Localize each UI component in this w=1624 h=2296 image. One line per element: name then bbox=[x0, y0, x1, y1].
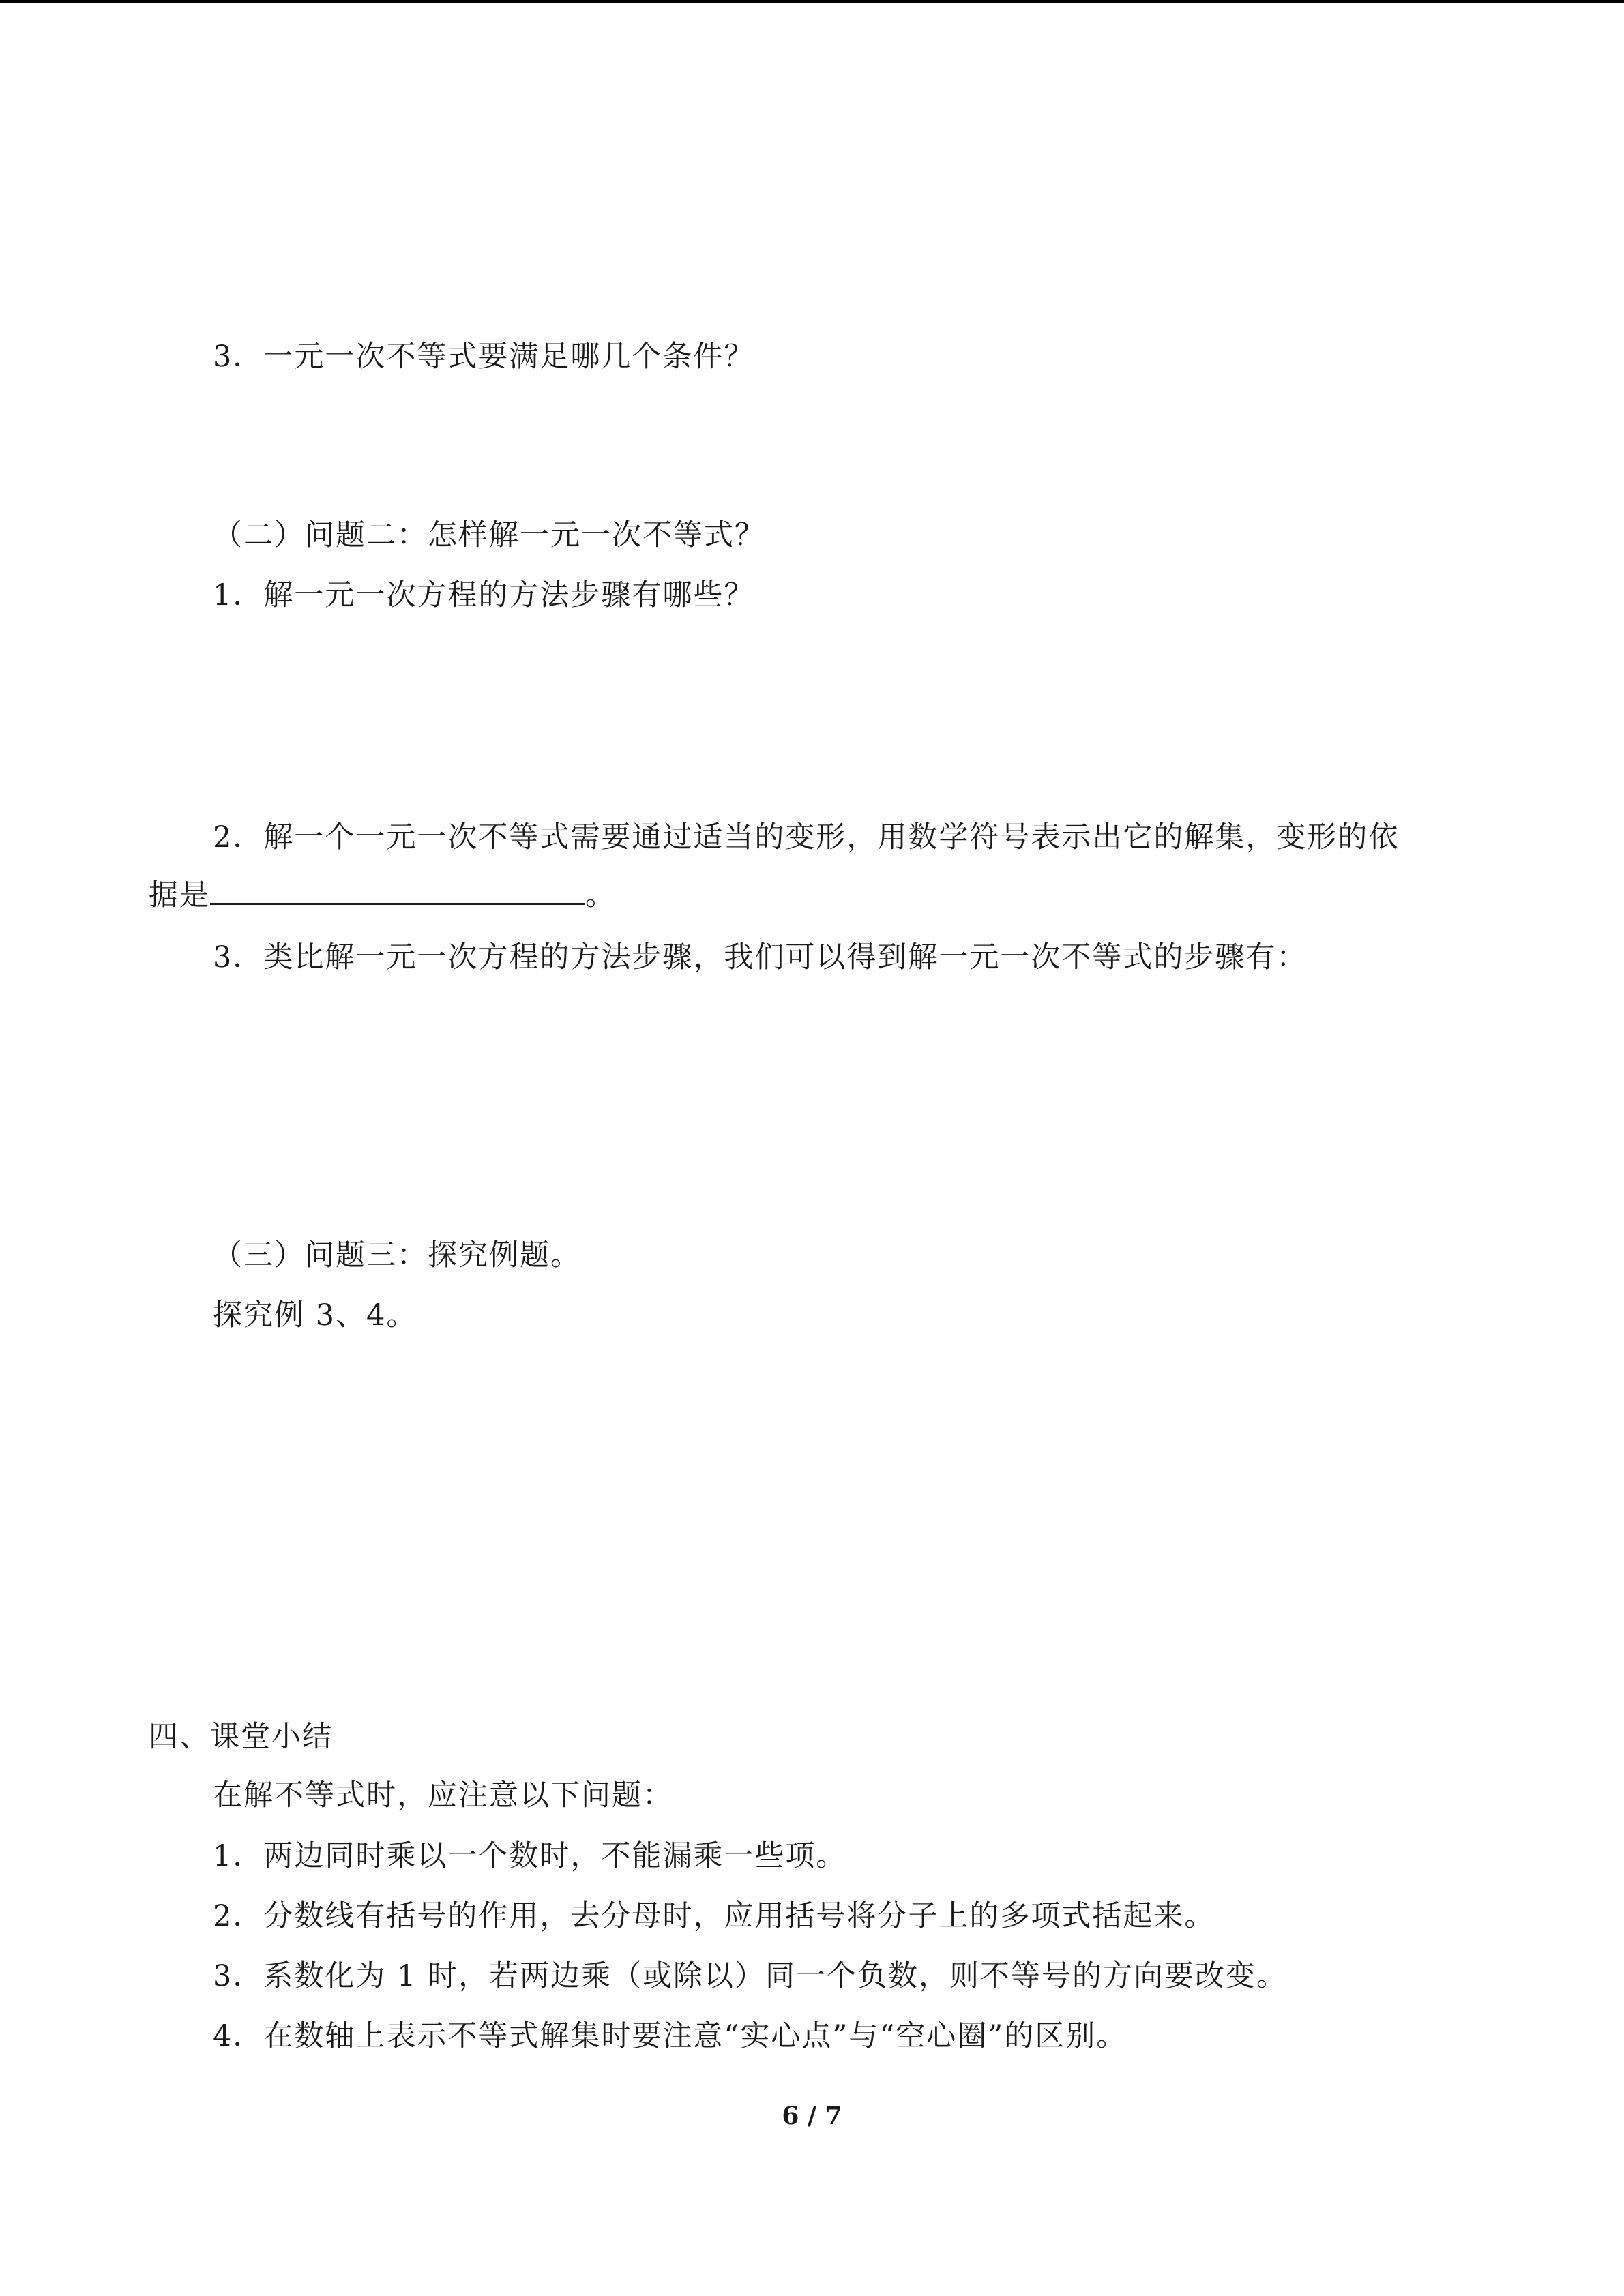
question-2-item-2-line-2 bbox=[149, 875, 616, 916]
question-1-item-3: 3．一元一次不等式要满足哪几个条件？ bbox=[213, 340, 755, 374]
question-3-body: 探究例 3、4。 bbox=[213, 1298, 417, 1332]
question-3-title: （三）问题三：探究例题。 bbox=[213, 1238, 581, 1272]
question-2-item-2-suffix: 。 bbox=[585, 878, 616, 912]
page-number: 6 / 7 bbox=[782, 2102, 842, 2130]
summary-item-1: 1．两边同时乘以一个数时，不能漏乘一些项。 bbox=[213, 1839, 847, 1873]
question-2-title: （二）问题二：怎样解一元一次不等式？ bbox=[213, 518, 765, 552]
question-2-item-2-line-1: 2．解一个一元一次不等式需要通过适当的变形，用数学符号表示出它的解集，变形的依 bbox=[213, 820, 1400, 854]
page-top-border bbox=[0, 0, 1624, 3]
question-2-item-1: 1．解一元一次方程的方法步骤有哪些？ bbox=[213, 578, 755, 612]
question-2-item-2-prefix: 据是 bbox=[149, 878, 210, 912]
summary-item-2: 2．分数线有括号的作用，去分母时，应用括号将分子上的多项式括起来。 bbox=[213, 1899, 1215, 1933]
answer-blank[interactable] bbox=[210, 876, 585, 905]
summary-item-4: 4．在数轴上表示不等式解集时要注意“实心点”与“空心圈”的区别。 bbox=[213, 2019, 1127, 2053]
summary-item-3: 3．系数化为 1 时，若两边乘（或除以）同一个负数，则不等号的方向要改变。 bbox=[213, 1959, 1288, 1993]
question-2-item-3: 3．类比解一元一次方程的方法步骤，我们可以得到解一元一次不等式的步骤有： bbox=[213, 940, 1308, 974]
summary-heading: 四、课堂小结 bbox=[149, 1720, 333, 1754]
summary-intro: 在解不等式时，应注意以下问题： bbox=[213, 1778, 673, 1813]
